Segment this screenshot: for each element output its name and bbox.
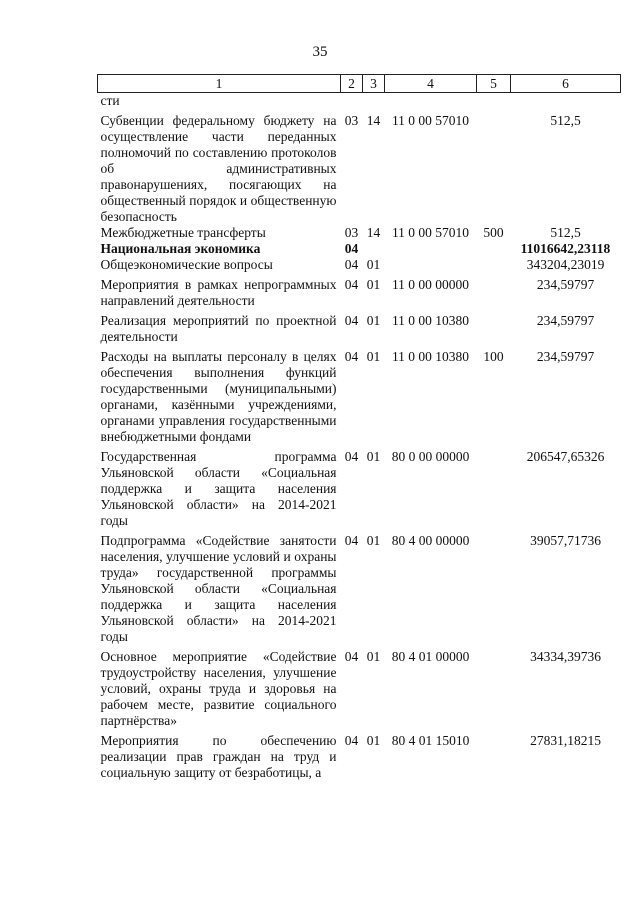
row-amount: 11016642,23118 <box>520 241 611 256</box>
row-name: Общеэкономические вопросы <box>100 257 273 272</box>
row-expense-type <box>477 241 511 257</box>
row-target-article: 11 0 00 00000 <box>391 277 470 292</box>
page-number: 35 <box>312 44 328 60</box>
row-expense-type <box>477 273 511 309</box>
row-target-article: 80 0 00 00000 <box>391 449 470 464</box>
row-subsection <box>363 241 385 257</box>
table-body <box>98 93 621 782</box>
row-expense-type <box>477 529 511 645</box>
row-target-article: 11 0 00 57010 <box>391 113 470 128</box>
row-section: 04 <box>344 313 359 328</box>
row-section: 03 <box>344 113 359 128</box>
row-target-article: 80 4 01 15010 <box>391 733 470 748</box>
row-name: Расходы на выплаты персоналу в целях обеспечения выполнения функций государственными (муниципальными) органами, казёнными учреждениями, органами управления государственными внебюджетными фондами <box>100 349 337 444</box>
row-name: Национальная экономика <box>100 241 261 256</box>
row-subsection: 01 <box>366 257 381 272</box>
table-row <box>98 529 621 645</box>
row-amount: 512,5 <box>550 225 581 240</box>
table-row <box>98 257 621 273</box>
row-section <box>341 93 363 110</box>
row-section: 04 <box>344 649 359 664</box>
row-subsection: 14 <box>366 225 381 240</box>
row-expense-type <box>477 93 511 110</box>
row-section: 04 <box>344 241 359 256</box>
row-expense-type: 500 <box>483 225 504 240</box>
row-section: 04 <box>344 277 359 292</box>
row-target-article: 11 0 00 57010 <box>391 225 470 240</box>
row-expense-type <box>477 309 511 345</box>
header-col-1: 1 <box>98 75 341 93</box>
row-amount: 512,5 <box>550 113 581 128</box>
row-amount <box>511 93 621 110</box>
row-subsection: 01 <box>366 649 381 664</box>
row-expense-type <box>477 645 511 729</box>
row-target-article <box>385 241 477 257</box>
budget-table <box>97 74 621 781</box>
row-subsection <box>363 93 385 110</box>
row-name: Мероприятия в рамках непрограммных направлений деятельности <box>100 277 337 308</box>
header-col-2: 2 <box>341 75 363 93</box>
row-section: 04 <box>344 449 359 464</box>
row-subsection: 01 <box>366 313 381 328</box>
table-row <box>98 109 621 225</box>
row-name: Субвенции федеральному бюджету на осуществление части переданных полномочий по составлению протоколов об административных правонарушениях, посягающих на общественный порядок и общественную безопасность <box>100 113 337 224</box>
row-amount: 27831,18215 <box>530 733 601 748</box>
header-col-4: 4 <box>385 75 477 93</box>
table-row <box>98 273 621 309</box>
table-row <box>98 645 621 729</box>
row-amount: 39057,71736 <box>530 533 601 548</box>
row-expense-type: 100 <box>483 349 504 364</box>
row-section: 03 <box>344 225 359 240</box>
row-name: Основное мероприятие «Содействие трудоустройству населения, улучшение условий, охраны труда и здоровья на рабочем месте, развитие социального партнёрства» <box>100 649 337 728</box>
row-amount: 343204,23019 <box>526 257 605 272</box>
row-name: Мероприятия по обеспечению реализации прав граждан на труд и социальную защиту от безработицы, а <box>100 733 337 780</box>
table-row <box>98 241 621 257</box>
row-section: 04 <box>344 349 359 364</box>
row-name: Реализация мероприятий по проектной деятельности <box>100 313 337 344</box>
row-expense-type <box>477 445 511 529</box>
row-target-article: 80 4 01 00000 <box>391 649 470 664</box>
table-row <box>98 225 621 241</box>
row-name: Межбюджетные трансферты <box>100 225 266 240</box>
row-amount: 34334,39736 <box>530 649 601 664</box>
row-target-article <box>385 93 477 110</box>
row-target-article <box>385 257 477 273</box>
row-subsection: 01 <box>366 277 381 292</box>
table-row <box>98 345 621 445</box>
row-subsection: 01 <box>366 533 381 548</box>
row-name: Государственная программа Ульяновской области «Социальная поддержка и защита населения Ульяновской области» на 2014-2021 годы <box>100 449 337 528</box>
table-row <box>98 93 621 110</box>
row-expense-type <box>477 729 511 781</box>
row-amount: 234,59797 <box>536 277 595 292</box>
row-name: сти <box>100 93 120 108</box>
table-header-row <box>98 75 621 93</box>
row-target-article: 80 4 00 00000 <box>391 533 470 548</box>
row-subsection: 01 <box>366 733 381 748</box>
table-row <box>98 729 621 781</box>
row-amount: 234,59797 <box>536 349 595 364</box>
table-row <box>98 445 621 529</box>
row-name: Подпрограмма «Содействие занятости населения, улучшение условий и охраны труда» государственной программы Ульяновской области «Социальная поддержка и защита населения Ульяновской области» на 2014-2021 годы <box>100 533 337 644</box>
row-target-article: 11 0 00 10380 <box>391 313 470 328</box>
row-amount: 234,59797 <box>536 313 595 328</box>
row-section: 04 <box>344 733 359 748</box>
row-subsection: 14 <box>366 113 381 128</box>
row-section: 04 <box>344 257 359 272</box>
table-row <box>98 309 621 345</box>
row-section: 04 <box>344 533 359 548</box>
row-target-article: 11 0 00 10380 <box>391 349 470 364</box>
row-expense-type <box>477 109 511 225</box>
header-col-6: 6 <box>511 75 621 93</box>
row-expense-type <box>477 257 511 273</box>
row-subsection: 01 <box>366 349 381 364</box>
header-col-3: 3 <box>363 75 385 93</box>
row-subsection: 01 <box>366 449 381 464</box>
row-amount: 206547,65326 <box>526 449 605 464</box>
header-col-5: 5 <box>477 75 511 93</box>
